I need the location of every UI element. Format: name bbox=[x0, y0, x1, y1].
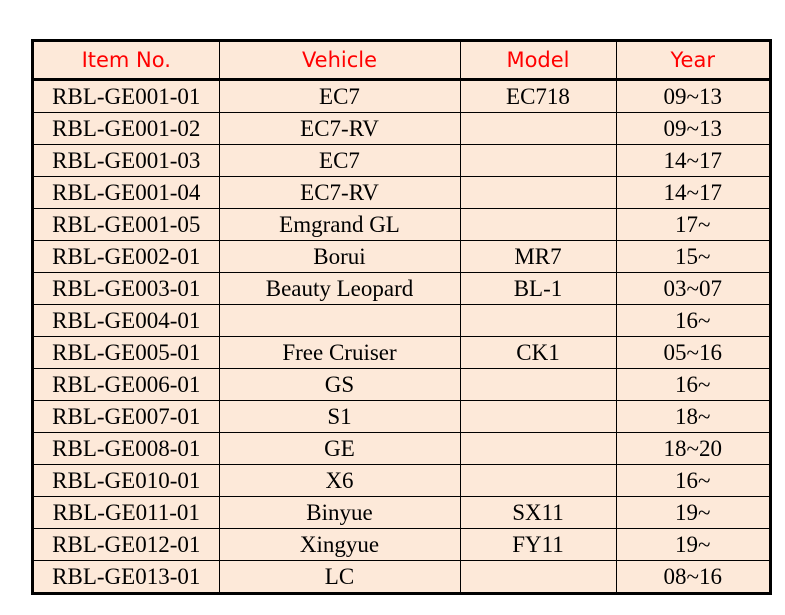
cell-year: 14~17 bbox=[616, 145, 769, 177]
table-row bbox=[34, 337, 769, 369]
cell-model: EC718 bbox=[460, 80, 616, 113]
table-row bbox=[34, 401, 769, 433]
cell-year: 16~ bbox=[616, 305, 769, 337]
header-item-no: Item No. bbox=[34, 42, 219, 80]
header-year: Year bbox=[616, 42, 769, 80]
header-vehicle: Vehicle bbox=[219, 42, 460, 80]
table-row bbox=[34, 433, 769, 465]
cell-item-no: RBL-GE004-01 bbox=[34, 305, 219, 337]
cell-year: 19~ bbox=[616, 529, 769, 561]
cell-vehicle: Emgrand GL bbox=[219, 209, 460, 241]
cell-year: 09~13 bbox=[616, 80, 769, 113]
cell-item-no: RBL-GE001-04 bbox=[34, 177, 219, 209]
cell-item-no: RBL-GE013-01 bbox=[34, 561, 219, 593]
cell-vehicle: Borui bbox=[219, 241, 460, 273]
cell-vehicle: S1 bbox=[219, 401, 460, 433]
cell-item-no: RBL-GE008-01 bbox=[34, 433, 219, 465]
cell-year: 08~16 bbox=[616, 561, 769, 593]
header-row bbox=[34, 42, 769, 80]
cell-year: 03~07 bbox=[616, 273, 769, 305]
cell-vehicle: EC7 bbox=[219, 145, 460, 177]
cell-year: 14~17 bbox=[616, 177, 769, 209]
table-row bbox=[34, 241, 769, 273]
cell-vehicle: GE bbox=[219, 433, 460, 465]
cell-year: 09~13 bbox=[616, 113, 769, 145]
cell-model bbox=[460, 145, 616, 177]
cell-item-no: RBL-GE001-01 bbox=[52, 83, 201, 109]
cell-year: 17~ bbox=[616, 209, 769, 241]
cell-year: 18~ bbox=[616, 401, 769, 433]
cell-item-no: RBL-GE001-03 bbox=[34, 145, 219, 177]
parts-table-frame bbox=[31, 39, 772, 595]
cell-year: 15~ bbox=[616, 241, 769, 273]
cell-vehicle: Binyue bbox=[219, 497, 460, 529]
cell-vehicle: X6 bbox=[219, 465, 460, 497]
cell-year: 18~20 bbox=[616, 433, 769, 465]
cell-item-no: RBL-GE003-01 bbox=[34, 273, 219, 305]
cell-year: 16~ bbox=[616, 465, 769, 497]
cell-vehicle: LC bbox=[219, 561, 460, 593]
cell-vehicle: EC7-RV bbox=[219, 177, 460, 209]
cell-vehicle: Beauty Leopard bbox=[219, 273, 460, 305]
cell-item-no: RBL-GE005-01 bbox=[34, 337, 219, 369]
cell-model bbox=[460, 433, 616, 465]
cell-model bbox=[460, 465, 616, 497]
cell-model bbox=[460, 177, 616, 209]
cell-model bbox=[460, 369, 616, 401]
table-row bbox=[34, 465, 769, 497]
cell-item-no: RBL-GE011-01 bbox=[34, 497, 219, 529]
cell-item-no: RBL-GE010-01 bbox=[34, 465, 219, 497]
cell-year: 05~16 bbox=[616, 337, 769, 369]
cell-year: 16~ bbox=[616, 369, 769, 401]
cell-model: MR7 bbox=[460, 241, 616, 273]
cell-item-no: RBL-GE002-01 bbox=[34, 241, 219, 273]
cell-vehicle bbox=[219, 305, 460, 337]
cell-item-no: RBL-GE012-01 bbox=[34, 529, 219, 561]
table-row bbox=[34, 177, 769, 209]
table-row bbox=[34, 80, 769, 113]
cell-year: 19~ bbox=[616, 497, 769, 529]
table-row bbox=[34, 145, 769, 177]
cell-model bbox=[460, 561, 616, 593]
cell-item-no: RBL-GE007-01 bbox=[34, 401, 219, 433]
cell-item-no: RBL-GE006-01 bbox=[34, 369, 219, 401]
cell-model bbox=[460, 209, 616, 241]
parts-table bbox=[34, 42, 769, 592]
table-row bbox=[34, 113, 769, 145]
table-row bbox=[34, 273, 769, 305]
table-row bbox=[34, 529, 769, 561]
cell-model: CK1 bbox=[460, 337, 616, 369]
cell-model bbox=[460, 305, 616, 337]
cell-vehicle: GS bbox=[219, 369, 460, 401]
cell-vehicle: Xingyue bbox=[219, 529, 460, 561]
table-row bbox=[34, 305, 769, 337]
cell-model bbox=[460, 401, 616, 433]
cell-model bbox=[460, 113, 616, 145]
cell-vehicle: EC7-RV bbox=[219, 113, 460, 145]
cell-item-no: RBL-GE001-05 bbox=[34, 209, 219, 241]
cell-model: FY11 bbox=[460, 529, 616, 561]
cell-item-no: RBL-GE001-02 bbox=[34, 113, 219, 145]
cell-vehicle: Free Cruiser bbox=[219, 337, 460, 369]
table-row bbox=[34, 209, 769, 241]
table-row bbox=[34, 561, 769, 593]
cell-vehicle: EC7 bbox=[219, 80, 460, 113]
table-row bbox=[34, 497, 769, 529]
cell-model: SX11 bbox=[460, 497, 616, 529]
cell-model: BL-1 bbox=[460, 273, 616, 305]
table-row bbox=[34, 369, 769, 401]
header-model: Model bbox=[460, 42, 616, 80]
